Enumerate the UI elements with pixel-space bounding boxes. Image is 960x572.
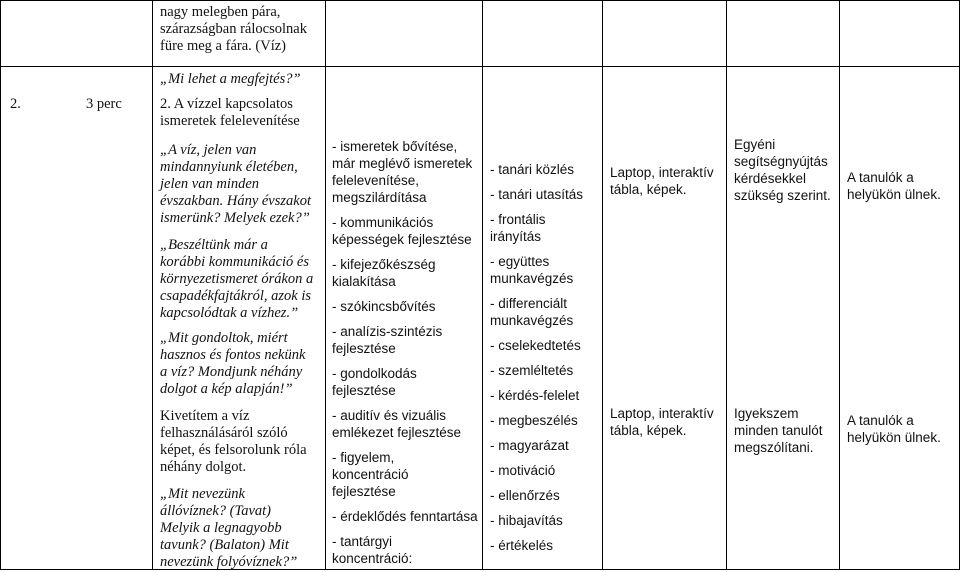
method-line: munkavégzés bbox=[490, 271, 574, 286]
paragraph-line: a víz? Mondjunk néhány bbox=[160, 364, 303, 380]
tools-line: Laptop, interaktív bbox=[610, 406, 714, 421]
row-divider bbox=[0, 66, 960, 67]
method-line: irányítás bbox=[490, 229, 542, 244]
goal-line: már meglévő ismeretek bbox=[332, 156, 473, 171]
paragraph-line: „Mit nevezünk bbox=[160, 486, 245, 502]
method-line: - értékelés bbox=[490, 538, 554, 553]
paragraph-line: dolgot a kép alapján!” bbox=[160, 381, 293, 397]
method-line: - kérdés-felelet bbox=[490, 388, 580, 403]
row-time: 3 perc bbox=[86, 96, 122, 112]
differentiation-line: minden tanulót bbox=[734, 423, 823, 438]
tools-line: tábla, képek. bbox=[610, 182, 687, 197]
differentiation-line: kérdésekkel bbox=[734, 171, 807, 186]
paragraph-line: csapadékfajtákról, azok is bbox=[160, 288, 312, 304]
method-line: munkavégzés bbox=[490, 313, 574, 328]
method-line: - szemléltetés bbox=[490, 363, 574, 378]
goal-line: - tantárgyi bbox=[332, 534, 393, 549]
method-line: - differenciált bbox=[490, 296, 568, 311]
goal-line: megszilárdítása bbox=[332, 190, 427, 205]
table-bottom-border bbox=[0, 569, 960, 570]
paragraph-line: nevezünk folyóvíznek?” bbox=[160, 554, 298, 570]
method-line: - hibajavítás bbox=[490, 513, 563, 528]
goal-line: fejlesztése bbox=[332, 341, 396, 356]
paragraph-line: Kivetítem a víz bbox=[160, 408, 250, 424]
paragraph-line: mindannyiunk életében, bbox=[160, 159, 298, 175]
differentiation-line: szükség szerint. bbox=[734, 188, 831, 203]
method-line: - magyarázat bbox=[490, 438, 569, 453]
goal-line: kialakítása bbox=[332, 274, 396, 289]
riddle-line: füre meg a fára. (Víz) bbox=[160, 38, 286, 54]
method-line: - frontális bbox=[490, 212, 546, 227]
differentiation-line: segítségnyújtás bbox=[734, 154, 828, 169]
goal-line: - kifejezőkészség bbox=[332, 257, 436, 272]
paragraph-line: jelen van minden bbox=[160, 176, 260, 192]
goal-line: képességek fejlesztése bbox=[332, 232, 472, 247]
column-divider bbox=[325, 0, 326, 570]
paragraph-line: tavunk? (Balaton) Mit bbox=[160, 537, 289, 553]
method-line: - ellenőrzés bbox=[490, 488, 560, 503]
paragraph-line: évszakban. Hány évszakot bbox=[160, 193, 311, 209]
riddle-line: nagy melegben pára, bbox=[160, 4, 281, 20]
goal-line: - kommunikációs bbox=[332, 215, 434, 230]
column-divider bbox=[0, 0, 1, 570]
paragraph-line: kapcsolódtak a vízhez.” bbox=[160, 305, 299, 321]
method-line: - együttes bbox=[490, 254, 550, 269]
goal-line: - analízis-szintézis bbox=[332, 324, 443, 339]
paragraph-line: korábbi kommunikáció és bbox=[160, 254, 309, 270]
goal-line: - érdeklődés fenntartása bbox=[332, 509, 478, 524]
paragraph-line: „Beszéltünk már a bbox=[160, 237, 268, 253]
goal-line: - gondolkodás bbox=[332, 366, 417, 381]
goal-line: - ismeretek bővítése, bbox=[332, 139, 458, 154]
differentiation-line: megszólítani. bbox=[734, 440, 814, 455]
differentiation-line: Igyekszem bbox=[734, 406, 799, 421]
organization-line: helyükön ülnek. bbox=[847, 430, 941, 445]
section-heading-line: ismeretek felelevenítése bbox=[160, 113, 300, 129]
goal-line: - auditív és vizuális bbox=[332, 408, 447, 423]
column-divider bbox=[482, 0, 483, 570]
goal-line: emlékezet fejlesztése bbox=[332, 425, 462, 440]
method-line: - motiváció bbox=[490, 463, 556, 478]
organization-line: A tanulók a bbox=[847, 170, 914, 185]
goal-line: felelevenítése, bbox=[332, 173, 420, 188]
organization-line: helyükön ülnek. bbox=[847, 187, 941, 202]
column-divider bbox=[839, 0, 840, 570]
column-divider bbox=[602, 0, 603, 570]
goal-line: - figyelem, bbox=[332, 450, 395, 465]
paragraph-line: ismerünk? Melyek ezek?” bbox=[160, 210, 310, 226]
paragraph-line: „A víz, jelen van bbox=[160, 142, 257, 158]
row-number: 2. bbox=[10, 96, 21, 112]
column-divider bbox=[726, 0, 727, 570]
paragraph-line: állóvíznek? (Tavat) bbox=[160, 503, 272, 519]
organization-line: A tanulók a bbox=[847, 413, 914, 428]
paragraph-line: Melyik a legnagyobb bbox=[160, 520, 282, 536]
goal-line: fejlesztése bbox=[332, 383, 396, 398]
question-line: „Mi lehet a megfejtés?” bbox=[160, 71, 301, 87]
row-divider-top-border bbox=[0, 0, 960, 1]
paragraph-line: képet, és felsorolunk róla bbox=[160, 442, 307, 458]
paragraph-line: „Mit gondoltok, miért bbox=[160, 330, 288, 346]
method-line: - tanári közlés bbox=[490, 162, 575, 177]
goal-line: fejlesztése bbox=[332, 484, 396, 499]
goal-line: koncentráció: bbox=[332, 551, 413, 566]
paragraph-line: néhány dolgot. bbox=[160, 459, 247, 475]
goal-line: koncentráció bbox=[332, 467, 409, 482]
differentiation-line: Egyéni bbox=[734, 137, 776, 152]
method-line: - tanári utasítás bbox=[490, 187, 584, 202]
riddle-line: szárazságban rálocsolnak bbox=[160, 21, 307, 37]
column-divider bbox=[152, 0, 153, 570]
method-line: - cselekedtetés bbox=[490, 338, 581, 353]
tools-line: tábla, képek. bbox=[610, 423, 687, 438]
paragraph-line: felhasználásáról szóló bbox=[160, 425, 288, 441]
tools-line: Laptop, interaktív bbox=[610, 165, 714, 180]
paragraph-line: környezetismeret órákon a bbox=[160, 271, 314, 287]
method-line: - megbeszélés bbox=[490, 413, 578, 428]
goal-line: - szókincsbővítés bbox=[332, 299, 436, 314]
paragraph-line: hasznos és fontos nekünk bbox=[160, 347, 306, 363]
section-heading-line: 2. A vízzel kapcsolatos bbox=[160, 96, 293, 112]
